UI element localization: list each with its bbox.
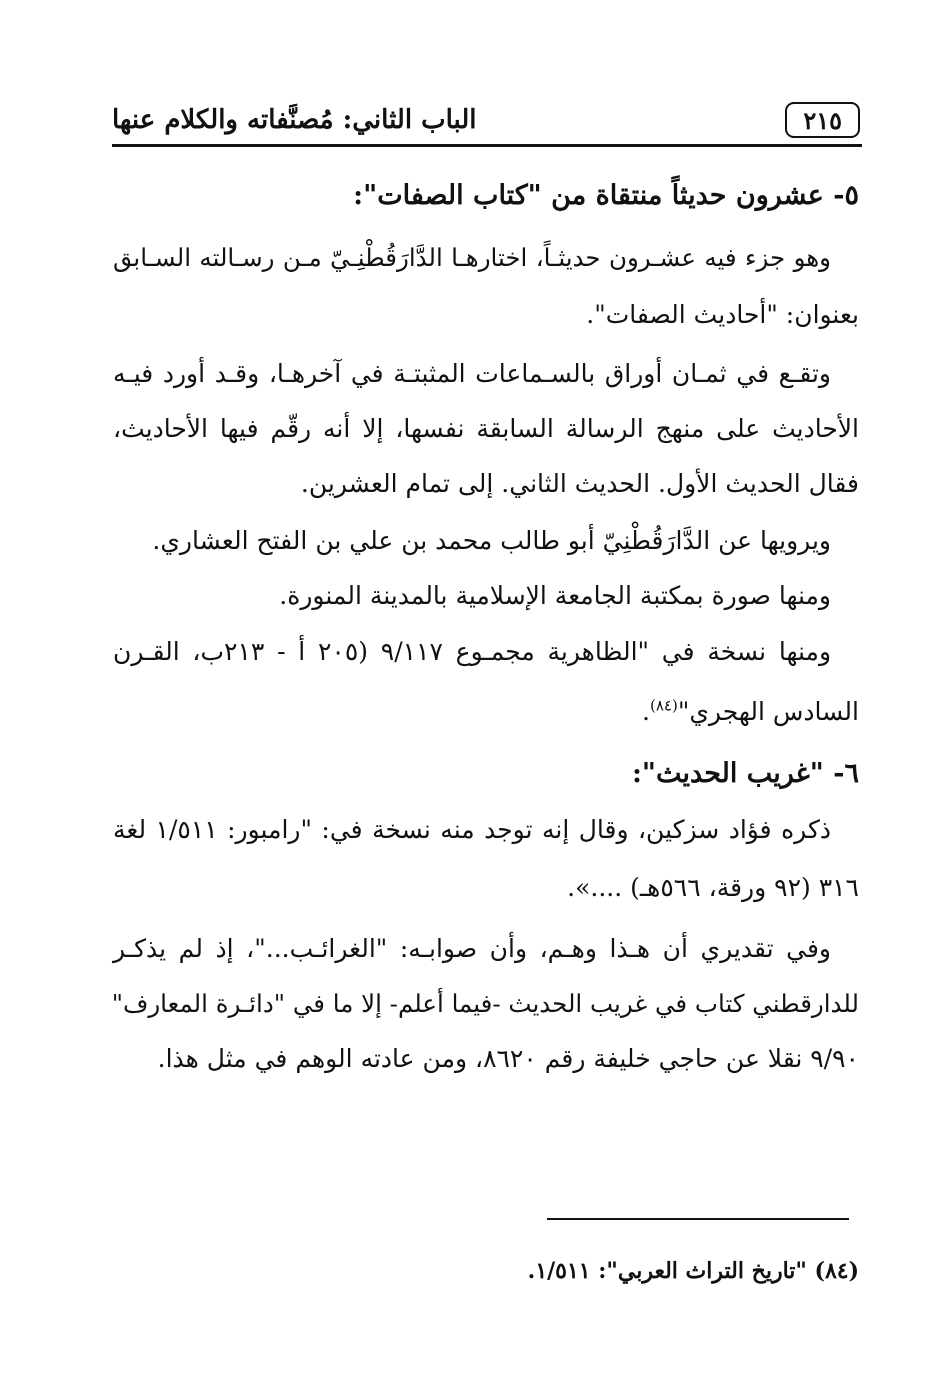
paragraph-line [113, 688, 859, 736]
chapter-title: الباب الثاني: مُصنَّفاته والكلام عنها [112, 105, 477, 135]
section-6-heading: ٦- "غريب الحديث": [631, 758, 859, 789]
paragraph-line: الأحاديث على منهج الرسالة السابقة نفسها، إلا أنه رقّم فيها الأحاديث، [113, 414, 859, 443]
paragraph-line: للدارقطني كتاب في غريب الحديث -فيما أعلم- إلا ما في "دائـرة المعارف" [111, 989, 859, 1018]
section-5-heading: ٥- عشرون حديثاً منتقاة من "كتاب الصفات": [353, 180, 859, 211]
paragraph-line-text: السادس الهجري" [677, 697, 859, 726]
paragraph-line: ذكره فؤاد سزكين، وقال إنه توجد منه نسخة في: "رامبور: ١/٥١١ لغة [113, 815, 832, 844]
header-rule [112, 144, 862, 147]
footnote-reference: (٨٤) [649, 696, 678, 715]
paragraph-line: فقال الحديث الأول. الحديث الثاني. إلى تمام العشرين. [300, 469, 859, 498]
page-number: ٢١٥ [785, 102, 860, 138]
footnote-separator [547, 1218, 849, 1220]
paragraph-line: ومنها نسخة في "الظاهرية مجمـوع ٩/١١٧ (٢٠٥ أ - ٢١٣ب، القـرن [113, 637, 832, 666]
running-head [112, 98, 860, 142]
paragraph-line: وهو جزء فيه عشـرون حديثـاً، اختارهـا الدَّارَقُطْنِـيّ مـن رسـالته السـابق [113, 243, 831, 272]
paragraph-line: ٩/٩٠ نقلا عن حاجي خليفة رقم ٨٦٢٠، ومن عادته الوهم في مثل هذا. [157, 1044, 859, 1073]
footnote: (٨٤) "تاريخ التراث العربي": ١/٥١١. [527, 1258, 859, 1284]
paragraph-line: بعنوان: "أحاديث الصفات". [586, 300, 859, 329]
paragraph-line: ٣١٦ (٩٢ ورقة، ٥٦٦هـ) ....». [567, 873, 859, 902]
paragraph-line: وفي تقديري أن هـذا وهـم، وأن صوابـه: "الغرائـب..."، إذ لم يذكـر [113, 934, 831, 963]
paragraph-line: وتقـع في ثمـان أوراق بالسـماعات المثبتـة في آخرهـا، وقـد أورد فيـه [113, 359, 831, 388]
end-punctuation: . [642, 697, 650, 726]
paragraph-line: ومنها صورة بمكتبة الجامعة الإسلامية بالمدينة المنورة. [279, 581, 831, 610]
paragraph-line: ويرويها عن الدَّارَقُطْنِيّ أبو طالب محمد بن علي بن الفتح العشاري. [152, 526, 831, 555]
